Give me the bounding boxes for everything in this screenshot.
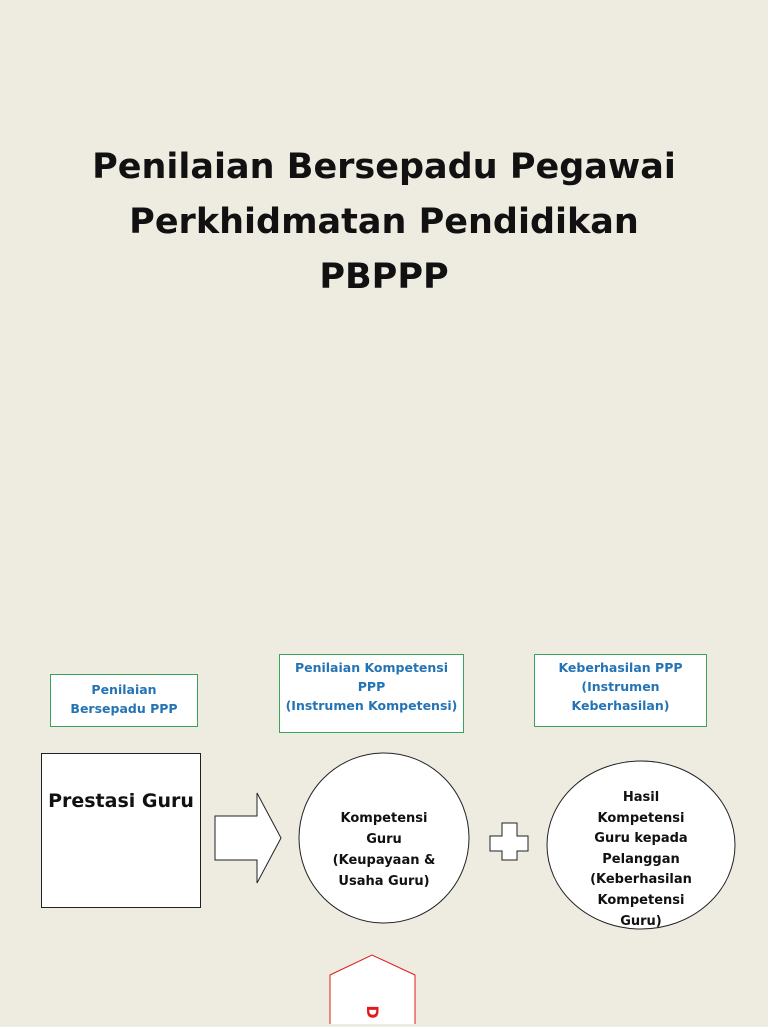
hasil-line: Guru) xyxy=(620,913,662,929)
right-arrow-icon xyxy=(215,793,281,883)
kompetensi-line: Usaha Guru) xyxy=(338,874,430,889)
label-line: Bersepadu PPP xyxy=(70,701,178,716)
label-line: (Instrumen Kompetensi) xyxy=(285,698,458,713)
hasil-line: Guru kepada xyxy=(594,831,688,847)
hasil-text xyxy=(560,788,722,932)
hasil-line: Kompetensi xyxy=(597,892,685,908)
title-line-3: PBPPP xyxy=(319,257,449,297)
prestasi-label: Prestasi Guru xyxy=(48,790,194,812)
title-line-1: Penilaian Bersepadu Pegawai xyxy=(92,147,676,187)
hasil-line: Kompetensi xyxy=(597,810,685,826)
bottom-tab-text: D xyxy=(363,1005,382,1019)
hasil-line: Pelanggan xyxy=(602,851,680,867)
title-line-2: Perkhidmatan Pendidikan xyxy=(129,202,639,242)
label-line: PPP xyxy=(357,679,386,694)
label-line: Penilaian Kompetensi xyxy=(294,660,449,675)
prestasi-guru-box xyxy=(41,753,201,908)
kompetensi-line: Guru xyxy=(366,832,402,847)
plus-icon xyxy=(490,823,528,860)
hasil-line: (Keberhasilan xyxy=(590,872,692,888)
label-line: (Instrumen Keberhasilan) xyxy=(571,679,670,713)
kompetensi-line: Kompetensi xyxy=(340,811,428,826)
kompetensi-text xyxy=(310,808,458,892)
hasil-line: Hasil xyxy=(622,790,660,805)
label-line: Penilaian xyxy=(91,682,157,697)
label-line: Keberhasilan PPP xyxy=(558,660,683,675)
kompetensi-line: (Keupayaan & xyxy=(332,853,436,868)
